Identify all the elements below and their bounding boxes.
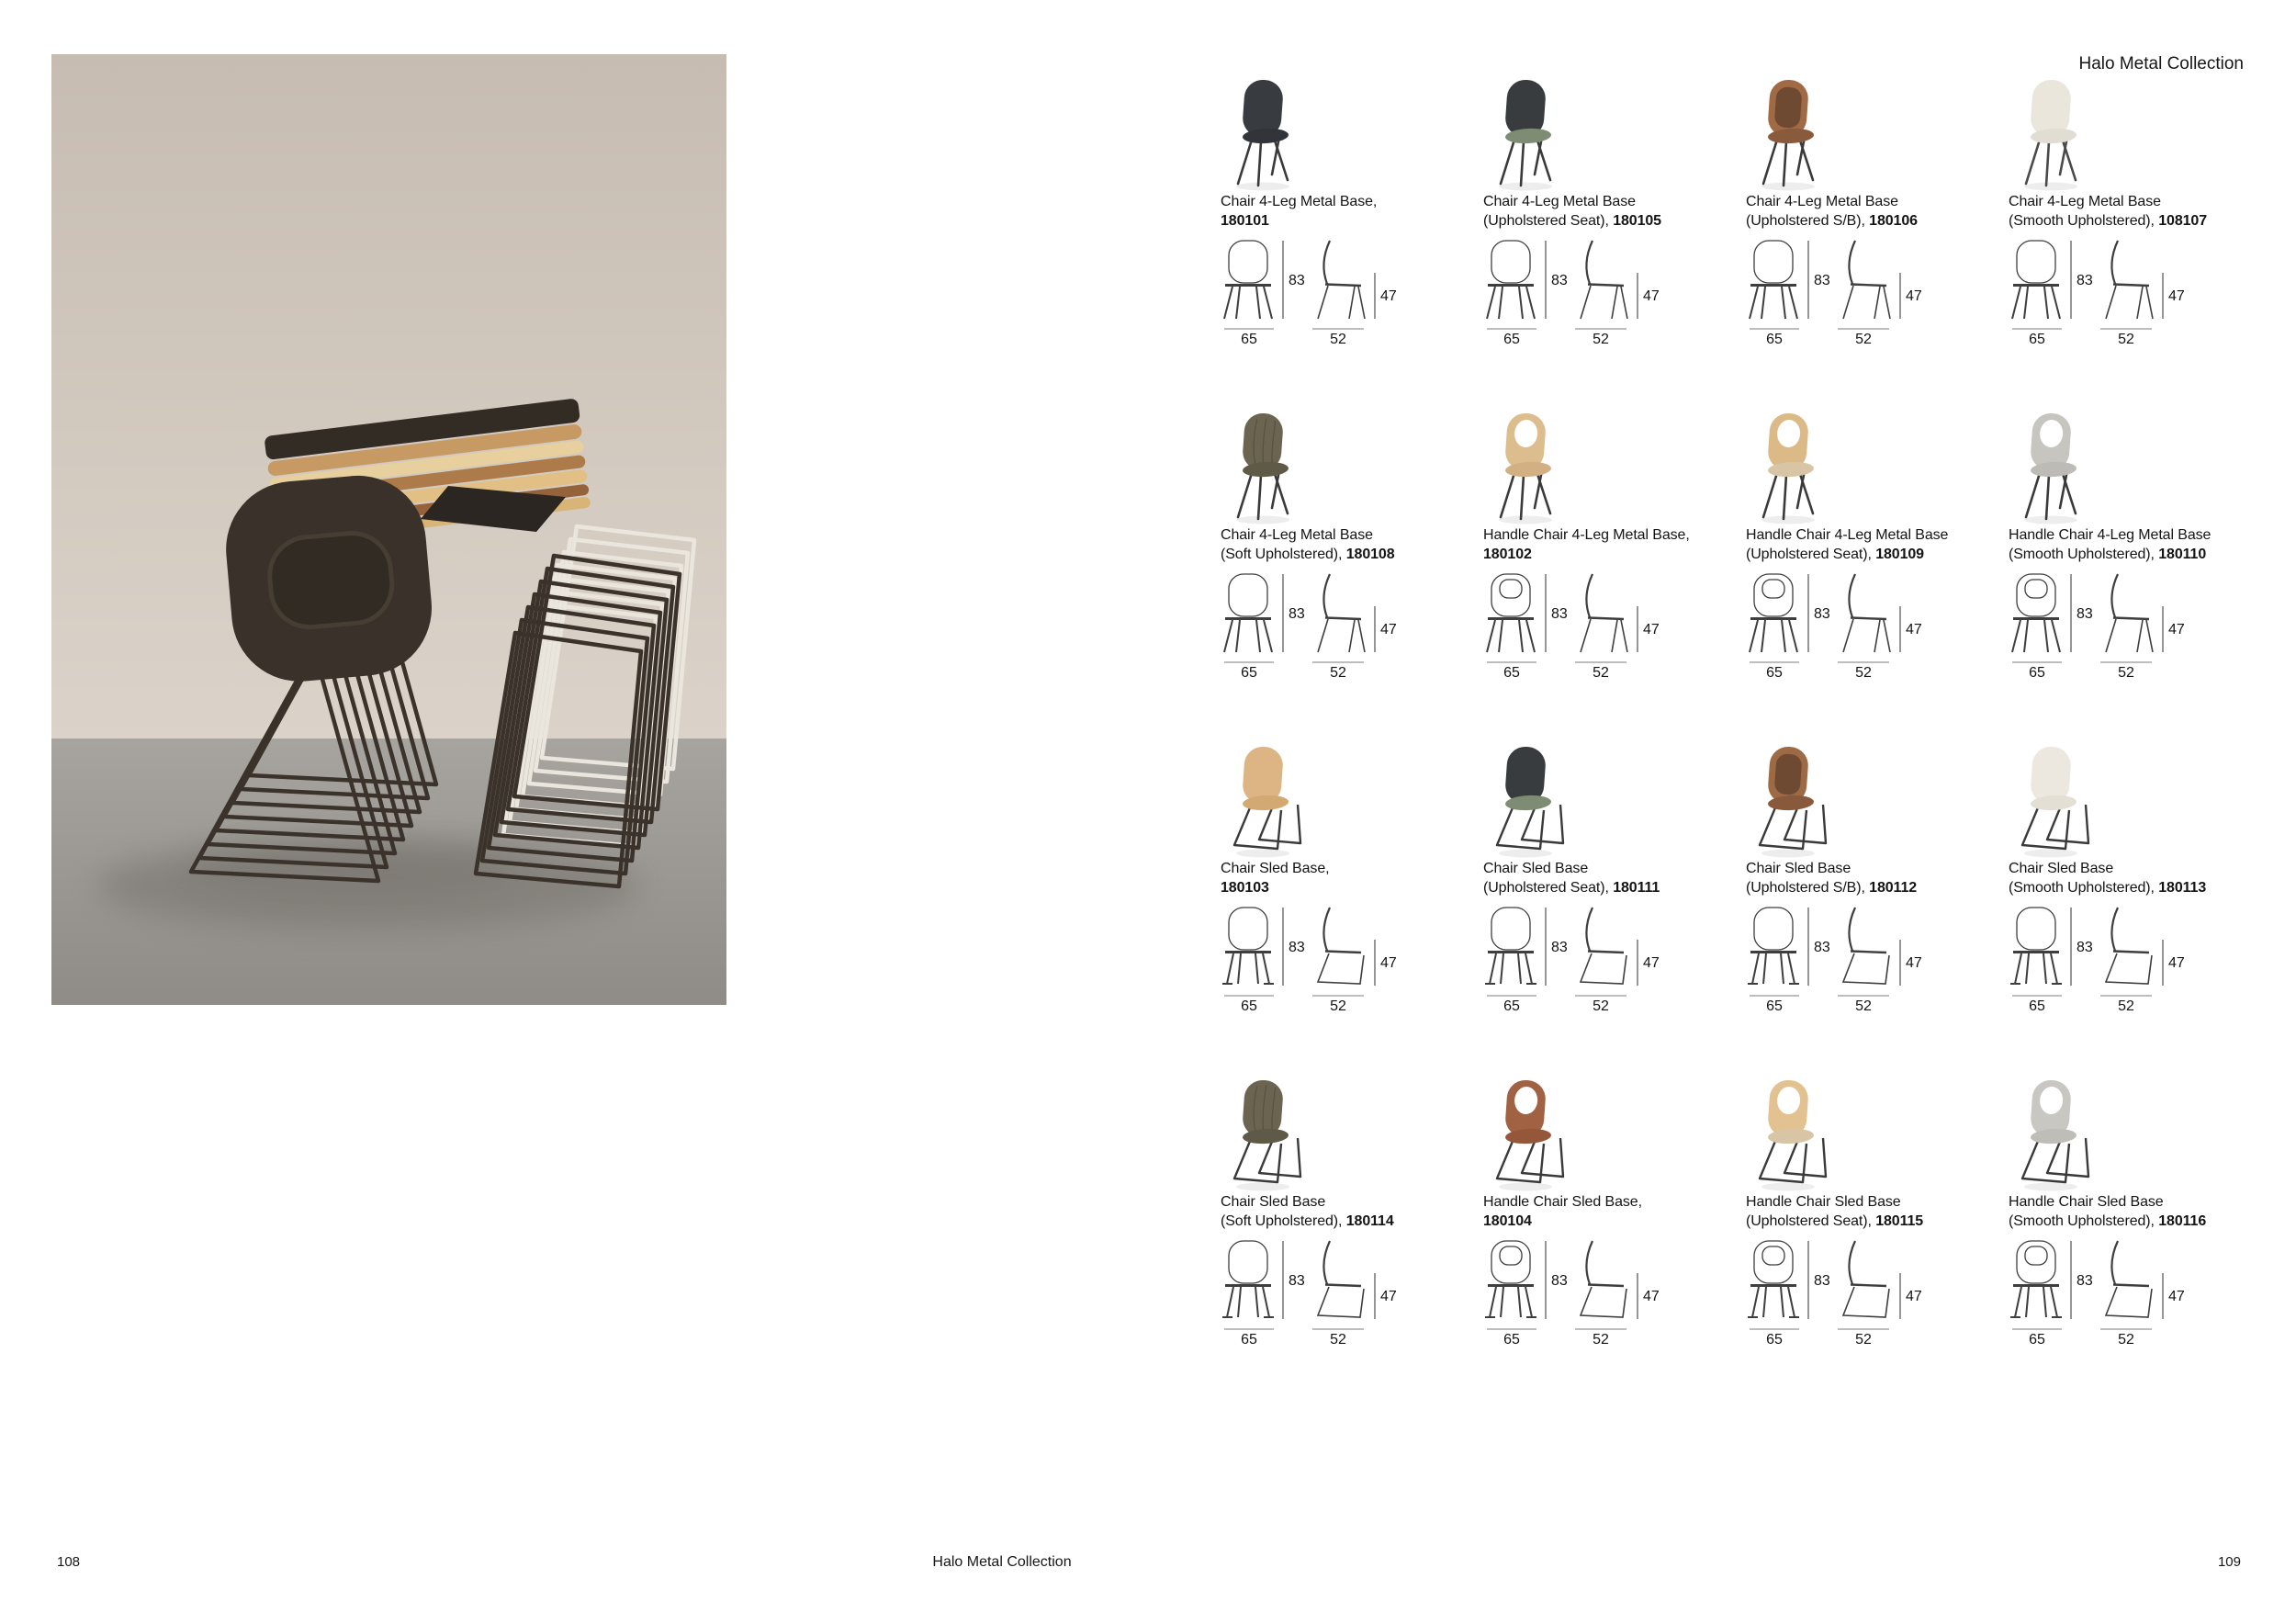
product-name	[1221, 859, 1483, 897]
product-sku: 180110	[2158, 547, 2207, 562]
product-name-line2	[2009, 211, 2271, 231]
product-sku: 180113	[2158, 880, 2207, 896]
dim-back-height: 83	[1289, 940, 1305, 955]
dimension-diagram	[1483, 907, 1746, 1020]
product-name	[2009, 192, 2271, 231]
dim-width: 65	[1766, 665, 1783, 681]
dim-width: 65	[2029, 1332, 2045, 1348]
dim-seat-height: 47	[1906, 955, 1922, 971]
dim-depth: 52	[1593, 665, 1609, 681]
product-chair-image	[1746, 77, 2009, 191]
product-card	[1483, 1077, 1746, 1353]
dim-width: 65	[1241, 332, 1257, 347]
product-sku: 180105	[1613, 213, 1661, 229]
product-name	[1746, 525, 2009, 564]
product-card	[1483, 744, 1746, 1020]
dimension-drawing	[1483, 240, 1663, 348]
dimension-drawing	[1746, 240, 1926, 348]
product-name-line2	[1221, 545, 1483, 564]
dim-back-height: 83	[2077, 1273, 2093, 1289]
product-name	[2009, 1192, 2271, 1231]
product-sku: 180102	[1483, 547, 1532, 562]
product-chair-image	[1221, 1077, 1483, 1191]
footer-title: Halo Metal Collection	[932, 1554, 1072, 1570]
dim-back-height: 83	[2077, 940, 2093, 955]
page-number-right: 109	[2217, 1554, 2241, 1570]
dimension-drawing	[1221, 573, 1401, 682]
dimension-drawing	[1483, 1240, 1663, 1348]
dim-depth: 52	[2118, 665, 2134, 681]
product-card	[2009, 77, 2271, 353]
dimension-drawing	[1746, 1240, 1926, 1348]
product-name-line2	[1746, 545, 2009, 564]
collection-header-title: Halo Metal Collection	[2078, 54, 2244, 73]
dim-width: 65	[1241, 665, 1257, 681]
product-sku: 180108	[1345, 547, 1395, 562]
dim-seat-height: 47	[1380, 1289, 1397, 1304]
dim-seat-height: 47	[1906, 288, 1922, 304]
dim-depth: 52	[1330, 1332, 1346, 1348]
dim-width: 65	[1766, 332, 1783, 347]
dim-seat-height: 47	[2168, 1289, 2185, 1304]
chair-illustration	[2009, 411, 2093, 524]
dimension-diagram	[2009, 1240, 2271, 1353]
dim-depth: 52	[1593, 1332, 1609, 1348]
product-variant: (Soft Upholstered),	[1221, 547, 1346, 562]
chair-illustration	[1483, 411, 1568, 524]
dim-back-height: 83	[1551, 606, 1568, 622]
chair-illustration	[1221, 411, 1305, 524]
product-sku: 180103	[1221, 880, 1269, 896]
dim-seat-height: 47	[1380, 622, 1397, 637]
dim-back-height: 83	[1814, 606, 1830, 622]
product-card	[1746, 744, 2009, 1020]
dimension-drawing	[1483, 907, 1663, 1015]
product-card	[1746, 1077, 2009, 1353]
product-sku: 180101	[1221, 213, 1269, 229]
chair-illustration	[1483, 1077, 1568, 1191]
product-sku: 180115	[1875, 1213, 1924, 1229]
product-name-line1: Chair 4-Leg Metal Base	[1746, 194, 1898, 209]
product-name-line1: Chair 4-Leg Metal Base	[1483, 194, 1636, 209]
product-name	[2009, 525, 2271, 564]
dim-seat-height: 47	[1643, 955, 1660, 971]
chair-illustration	[2009, 1077, 2093, 1191]
product-name-line1: Handle Chair 4-Leg Metal Base	[2009, 527, 2212, 543]
product-sku: 180104	[1483, 1213, 1532, 1229]
product-name-line1: Chair 4-Leg Metal Base	[1221, 527, 1373, 543]
product-sku: 180114	[1345, 1213, 1394, 1229]
chair-illustration	[1221, 77, 1305, 191]
dim-depth: 52	[1330, 998, 1346, 1014]
product-name-line1: Chair Sled Base,	[1221, 861, 1330, 876]
dimension-diagram	[1483, 1240, 1746, 1353]
product-name-line1: Chair Sled Base	[1221, 1194, 1326, 1210]
dimension-diagram	[1746, 573, 2009, 686]
dim-back-height: 83	[1551, 1273, 1568, 1289]
dim-width: 65	[1503, 665, 1520, 681]
chair-illustration	[1746, 411, 1830, 524]
dim-seat-height: 47	[1380, 288, 1397, 304]
product-name-line2	[2009, 878, 2271, 897]
dim-depth: 52	[1330, 332, 1346, 347]
product-chair-image	[1221, 744, 1483, 858]
product-name-line1: Handle Chair Sled Base	[2009, 1194, 2164, 1210]
product-name-line1: Handle Chair Sled Base,	[1483, 1194, 1642, 1210]
product-name	[1221, 192, 1483, 231]
dim-back-height: 83	[1289, 273, 1305, 288]
product-card	[1221, 77, 1483, 353]
hero-photo-stacked-chairs	[51, 54, 726, 1005]
product-variant: (Smooth Upholstered),	[2009, 880, 2159, 896]
chair-illustration	[1746, 77, 1830, 191]
dim-back-height: 83	[1814, 1273, 1830, 1289]
dimension-diagram	[1221, 907, 1483, 1020]
dim-width: 65	[1503, 332, 1520, 347]
product-name-line1: Chair Sled Base	[2009, 861, 2114, 876]
product-name-line2	[1221, 211, 1483, 231]
dimension-drawing	[2009, 240, 2189, 348]
dim-seat-height: 47	[1380, 955, 1397, 971]
product-name	[2009, 859, 2271, 897]
dimension-drawing	[1221, 907, 1401, 1015]
product-name-line2	[1483, 878, 1746, 897]
product-name	[1746, 1192, 2009, 1231]
dimension-drawing	[1483, 573, 1663, 682]
dimension-diagram	[2009, 240, 2271, 353]
product-card	[2009, 411, 2271, 686]
product-name	[1746, 859, 2009, 897]
product-variant: (Smooth Upholstered),	[2009, 1213, 2159, 1229]
product-name-line2	[1483, 211, 1746, 231]
product-name-line2	[2009, 545, 2271, 564]
product-variant: (Upholstered Seat),	[1746, 1213, 1876, 1229]
product-card	[2009, 1077, 2271, 1353]
dim-width: 65	[1241, 998, 1257, 1014]
product-name	[1483, 859, 1746, 897]
product-name-line1: Chair Sled Base	[1483, 861, 1589, 876]
dim-depth: 52	[2118, 332, 2134, 347]
product-name-line1: Chair 4-Leg Metal Base,	[1221, 194, 1378, 209]
dimension-diagram	[2009, 907, 2271, 1020]
dimension-diagram	[1483, 240, 1746, 353]
product-name-line2	[1746, 878, 2009, 897]
dim-seat-height: 47	[1643, 622, 1660, 637]
dim-seat-height: 47	[2168, 955, 2185, 971]
product-chair-image	[1483, 744, 1746, 858]
dim-depth: 52	[1855, 665, 1872, 681]
dim-width: 65	[1766, 1332, 1783, 1348]
product-card	[2009, 744, 2271, 1020]
dimension-diagram	[1746, 907, 2009, 1020]
photo-front-shell	[220, 470, 437, 687]
product-name	[1483, 192, 1746, 231]
product-sku: 180116	[2158, 1213, 2207, 1229]
product-chair-image	[1483, 77, 1746, 191]
product-variant: (Upholstered S/B),	[1746, 880, 1870, 896]
product-name-line2	[1221, 1212, 1483, 1231]
product-variant: (Upholstered Seat),	[1483, 880, 1614, 896]
product-variant: (Smooth Upholstered),	[2009, 547, 2159, 562]
dim-width: 65	[2029, 998, 2045, 1014]
product-name-line2	[2009, 1212, 2271, 1231]
product-chair-image	[2009, 411, 2271, 524]
dimension-drawing	[1221, 1240, 1401, 1348]
chair-illustration	[2009, 77, 2093, 191]
dim-back-height: 83	[1289, 606, 1305, 622]
product-chair-image	[2009, 1077, 2271, 1191]
product-name-line1: Chair 4-Leg Metal Base	[2009, 194, 2161, 209]
dimension-diagram	[2009, 573, 2271, 686]
dim-back-height: 83	[2077, 606, 2093, 622]
product-name	[1221, 1192, 1483, 1231]
chair-illustration	[1221, 1077, 1305, 1191]
dim-depth: 52	[2118, 998, 2134, 1014]
product-sku: 180111	[1613, 880, 1660, 896]
product-name	[1483, 1192, 1746, 1231]
product-variant: (Upholstered Seat),	[1746, 547, 1876, 562]
footer	[0, 1554, 2296, 1576]
dimension-drawing	[2009, 573, 2189, 682]
product-chair-image	[1746, 744, 2009, 858]
product-variant: (Upholstered S/B),	[1746, 213, 1870, 229]
product-chair-image	[1746, 1077, 2009, 1191]
dimension-drawing	[2009, 907, 2189, 1015]
product-chair-image	[2009, 744, 2271, 858]
product-name	[1221, 525, 1483, 564]
dim-back-height: 83	[1814, 940, 1830, 955]
dimension-drawing	[1221, 240, 1401, 348]
product-sku: 180112	[1869, 880, 1918, 896]
dim-seat-height: 47	[2168, 288, 2185, 304]
product-chair-image	[1483, 411, 1746, 524]
product-name-line2	[1483, 1212, 1746, 1231]
dimension-drawing	[1746, 573, 1926, 682]
product-sku: 180106	[1869, 213, 1918, 229]
dim-depth: 52	[1593, 998, 1609, 1014]
product-chair-image	[1483, 1077, 1746, 1191]
dim-width: 65	[2029, 665, 2045, 681]
product-card	[1221, 744, 1483, 1020]
chair-illustration	[1483, 744, 1568, 858]
dim-width: 65	[2029, 332, 2045, 347]
product-sku: 108107	[2158, 213, 2208, 229]
product-name-line2	[1746, 211, 2009, 231]
product-sku: 180109	[1875, 547, 1924, 562]
dim-width: 65	[1766, 998, 1783, 1014]
dim-width: 65	[1503, 998, 1520, 1014]
dim-back-height: 83	[1814, 273, 1830, 288]
dim-width: 65	[1503, 1332, 1520, 1348]
product-variant: (Smooth Upholstered),	[2009, 213, 2159, 229]
product-name	[1483, 525, 1746, 564]
dimension-drawing	[2009, 1240, 2189, 1348]
dimension-diagram	[1746, 240, 2009, 353]
product-chair-image	[1221, 77, 1483, 191]
dimension-diagram	[1221, 240, 1483, 353]
dim-back-height: 83	[1289, 1273, 1305, 1289]
dim-seat-height: 47	[1906, 622, 1922, 637]
product-name-line2	[1483, 545, 1746, 564]
product-variant: (Soft Upholstered),	[1221, 1213, 1346, 1229]
product-name-line2	[1746, 1212, 2009, 1231]
dim-seat-height: 47	[1906, 1289, 1922, 1304]
product-chair-image	[2009, 77, 2271, 191]
product-card	[1483, 77, 1746, 353]
dim-seat-height: 47	[2168, 622, 2185, 637]
dimension-diagram	[1221, 573, 1483, 686]
hero-photo-illustration	[51, 54, 726, 1005]
product-card	[1483, 411, 1746, 686]
product-name	[1746, 192, 2009, 231]
dimension-diagram	[1483, 573, 1746, 686]
dim-width: 65	[1241, 1332, 1257, 1348]
chair-illustration	[1483, 77, 1568, 191]
dimension-diagram	[1746, 1240, 2009, 1353]
product-name-line1: Handle Chair Sled Base	[1746, 1194, 1901, 1210]
product-name-line1: Handle Chair 4-Leg Metal Base	[1746, 527, 1949, 543]
product-variant: (Upholstered Seat),	[1483, 213, 1614, 229]
dim-depth: 52	[1593, 332, 1609, 347]
product-name-line2	[1221, 878, 1483, 897]
dimension-diagram	[1221, 1240, 1483, 1353]
dimension-drawing	[1746, 907, 1926, 1015]
dim-seat-height: 47	[1643, 1289, 1660, 1304]
chair-illustration	[1746, 744, 1830, 858]
dim-back-height: 83	[2077, 273, 2093, 288]
chair-illustration	[1746, 1077, 1830, 1191]
dim-depth: 52	[1330, 665, 1346, 681]
product-card	[1746, 77, 2009, 353]
product-card	[1746, 411, 2009, 686]
dim-back-height: 83	[1551, 940, 1568, 955]
product-chair-image	[1221, 411, 1483, 524]
dim-depth: 52	[1855, 332, 1872, 347]
page-number-left: 108	[57, 1554, 81, 1570]
dim-depth: 52	[1855, 1332, 1872, 1348]
product-name-line1: Handle Chair 4-Leg Metal Base,	[1483, 527, 1690, 543]
chair-illustration	[1221, 744, 1305, 858]
product-name-line1: Chair Sled Base	[1746, 861, 1851, 876]
dim-back-height: 83	[1551, 273, 1568, 288]
dim-depth: 52	[2118, 1332, 2134, 1348]
product-card	[1221, 411, 1483, 686]
product-chair-image	[1746, 411, 2009, 524]
dim-seat-height: 47	[1643, 288, 1660, 304]
product-card	[1221, 1077, 1483, 1353]
dim-depth: 52	[1855, 998, 1872, 1014]
chair-illustration	[2009, 744, 2093, 858]
